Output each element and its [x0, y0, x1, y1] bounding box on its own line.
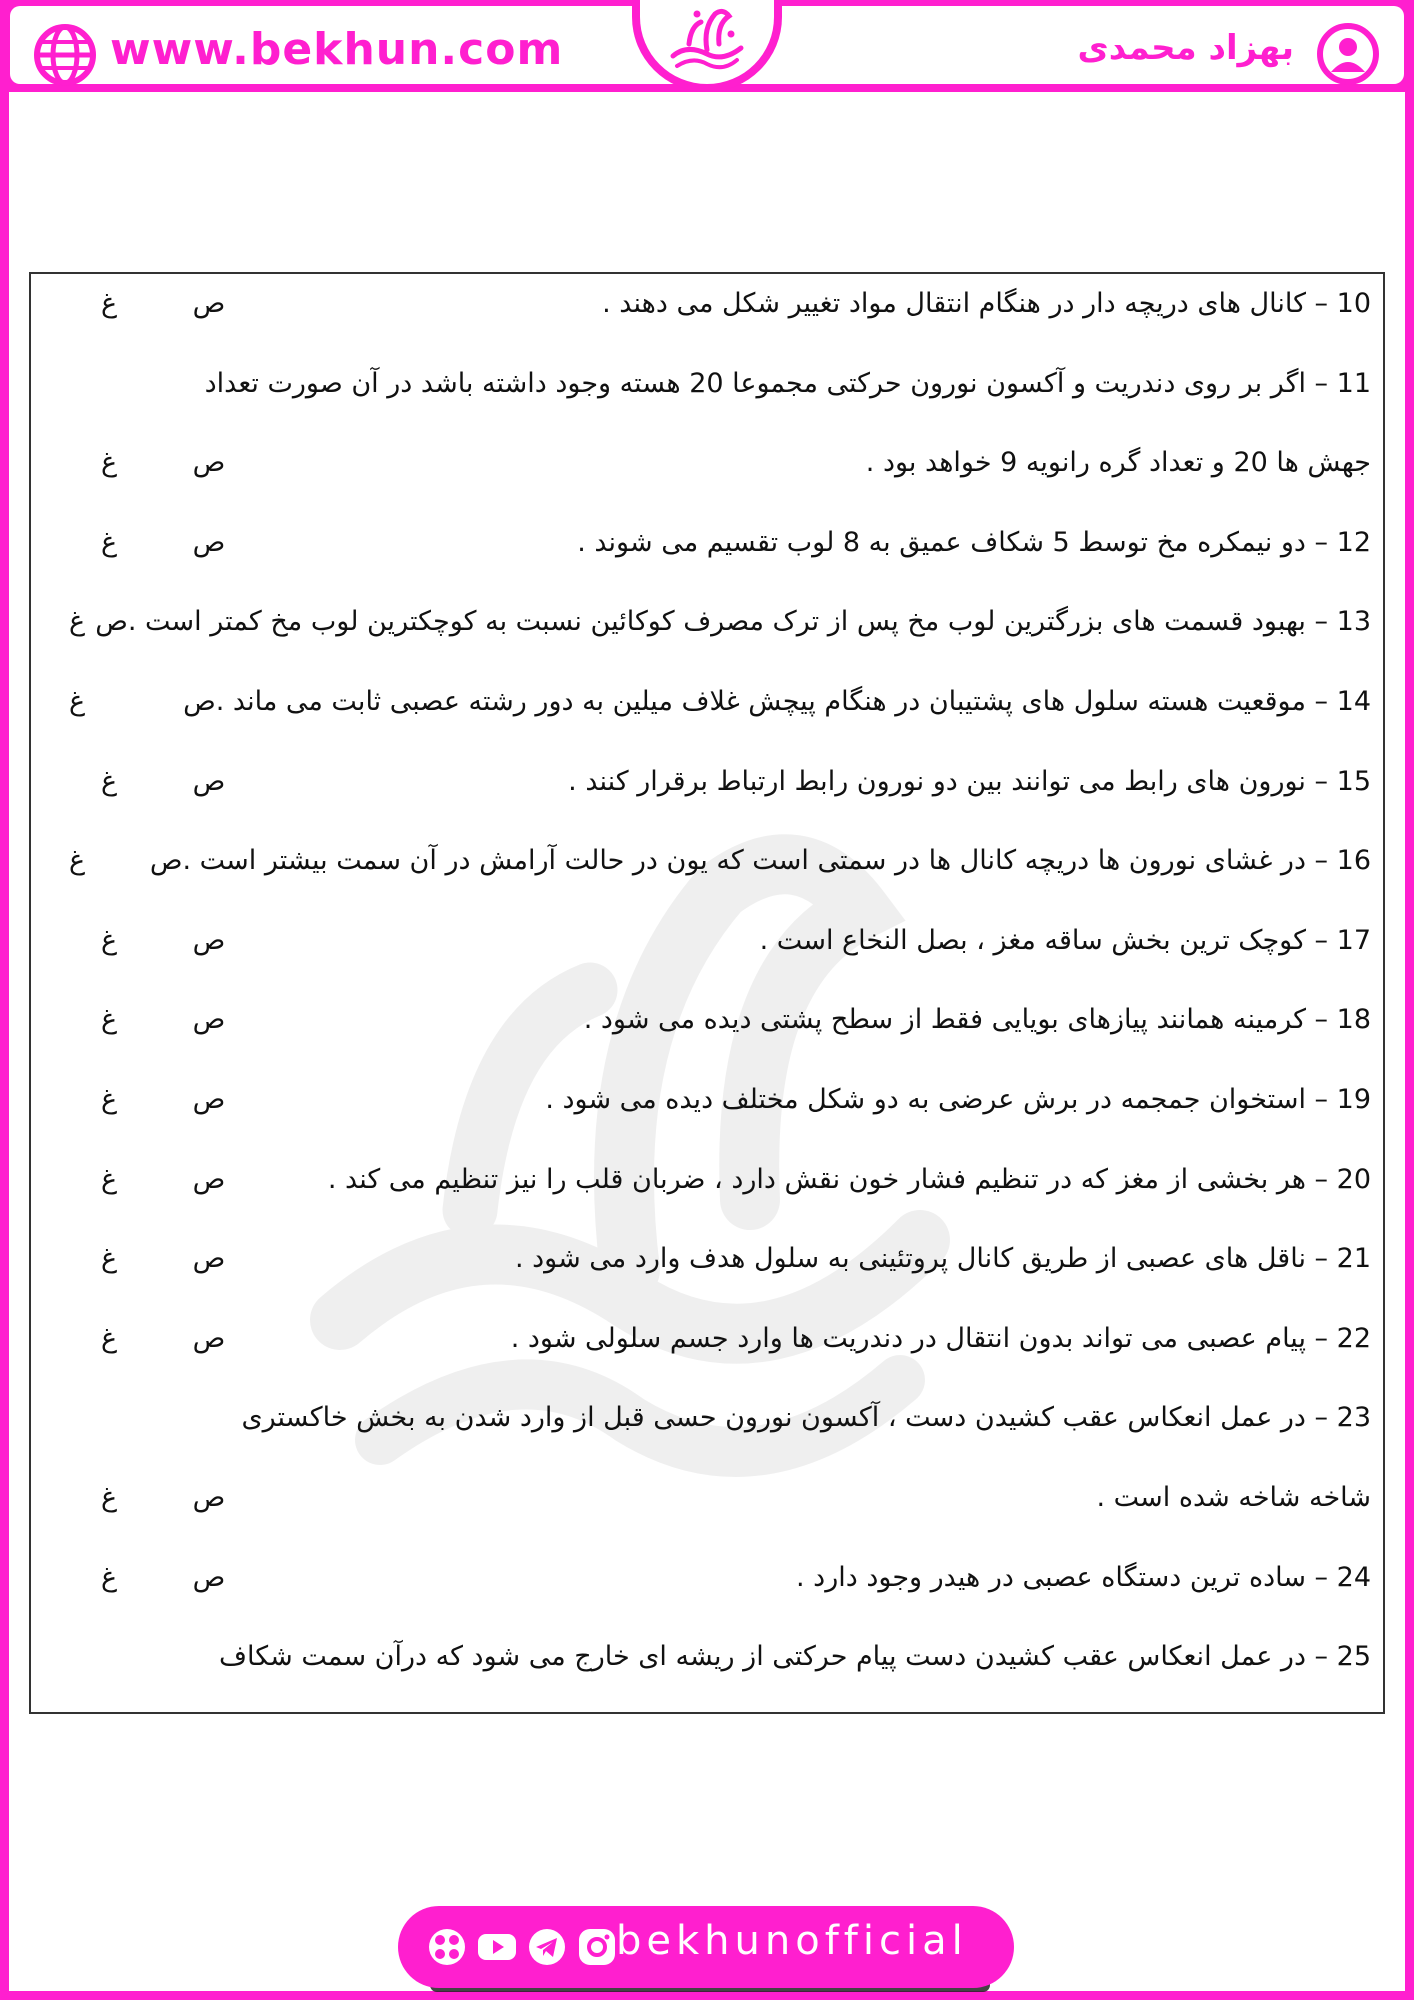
question-text: – در عمل انعکاس عقب کشیدن دست پیام حرکتی از ریشه ای خارج می شود که درآن سمت شکاف	[219, 1641, 1329, 1673]
false-option[interactable]: غ	[68, 686, 86, 717]
false-option[interactable]: غ	[100, 1163, 118, 1195]
footer-social-bar	[398, 1906, 1014, 1988]
false-option[interactable]: غ	[100, 1004, 118, 1036]
question-text: – کوچک ترین بخش ساقه مغز ، بصل النخاع است .	[759, 924, 1329, 956]
user-icon	[1316, 22, 1380, 86]
true-option[interactable]: ص	[192, 1243, 226, 1275]
true-option[interactable]: ص	[192, 447, 226, 479]
question-number: 25	[1336, 1641, 1371, 1673]
question-number: 17	[1336, 924, 1371, 956]
globe-icon	[32, 22, 98, 88]
true-option[interactable]: ص	[192, 1561, 226, 1593]
true-option[interactable]: ص	[192, 1163, 226, 1195]
social-handle[interactable]: bekhunofficial	[616, 1918, 968, 1964]
question-text: – ساده ترین دستگاه عصبی در هیدر وجود دارد .	[796, 1561, 1329, 1593]
question-number: 16	[1336, 845, 1371, 877]
question-12-line-1	[51, 515, 1371, 571]
question-text: – کانال های دریچه دار در هنگام انتقال مواد تغییر شکل می دهند .	[602, 288, 1329, 319]
question-number: 24	[1336, 1561, 1371, 1593]
question-number: 22	[1336, 1322, 1371, 1354]
website-link[interactable]: www.bekhun.com	[110, 24, 564, 75]
false-option[interactable]: غ	[100, 1243, 118, 1275]
true-option[interactable]: ص	[192, 924, 226, 956]
question-24-line-1	[51, 1550, 1371, 1606]
question-text: – اگر بر روی دندریت و آکسون نورون حرکتی مجموعا 20 هسته وجود داشته باشد در آن صورت تعداد	[204, 367, 1329, 399]
true-option[interactable]: ص	[192, 288, 226, 319]
false-option[interactable]: غ	[68, 845, 86, 877]
question-text: – هر بخشی از مغز که در تنظیم فشار خون نقش دارد ، ضربان قلب را نیز تنظیم می کند .	[327, 1163, 1329, 1195]
question-number: 20	[1336, 1163, 1371, 1195]
question-number: 19	[1336, 1084, 1371, 1115]
instagram-icon[interactable]	[576, 1926, 618, 1968]
false-option[interactable]: غ	[100, 447, 118, 479]
true-option[interactable]: ص	[192, 765, 226, 797]
question-text: شاخه شاخه شده است .	[1096, 1482, 1371, 1513]
false-option[interactable]: غ	[100, 288, 118, 319]
question-23-line-1	[51, 1390, 1371, 1446]
logo-badge	[640, 0, 774, 84]
false-option[interactable]: غ	[100, 1561, 118, 1593]
question-text: – کرمینه همانند پیازهای بویایی فقط از سطح پشتی دیده می شود .	[583, 1004, 1329, 1036]
true-option[interactable]: ص	[192, 526, 226, 558]
false-option[interactable]: غ	[100, 1482, 118, 1513]
question-number: 13	[1336, 606, 1371, 638]
question-25-line-1	[51, 1629, 1371, 1685]
question-21-line-1	[51, 1231, 1371, 1287]
author-name: بهزاد محمدی	[1077, 28, 1294, 68]
question-11-line-2	[51, 435, 1371, 491]
youtube-icon[interactable]	[476, 1926, 518, 1968]
telegram-icon[interactable]	[526, 1926, 568, 1968]
true-option[interactable]: ص	[192, 1482, 226, 1513]
question-text: – در عمل انعکاس عقب کشیدن دست ، آکسون نورون حسی قبل از وارد شدن به بخش خاکستری	[241, 1402, 1329, 1434]
question-number: 23	[1336, 1402, 1371, 1434]
question-14-line-1	[51, 674, 1371, 730]
question-number: 11	[1336, 367, 1371, 399]
question-text: – دو نیمکره مخ توسط 5 شکاف عمیق به 8 لوب تقسیم می شوند .	[577, 526, 1329, 558]
true-option[interactable]: ص	[192, 1004, 226, 1036]
true-option[interactable]: ص	[192, 1322, 226, 1354]
false-option[interactable]: غ	[100, 1322, 118, 1354]
false-option[interactable]: غ	[100, 765, 118, 797]
question-17-line-1	[51, 913, 1371, 969]
false-option[interactable]: غ	[68, 606, 86, 638]
question-text: – ناقل های عصبی از طریق کانال پروتئینی به سلول هدف وارد می شود .	[514, 1243, 1329, 1275]
question-13-line-1	[51, 594, 1371, 650]
question-text: – موقعیت هسته سلول های پشتیبان در هنگام پیچش غلاف میلین به دور رشته عصبی ثابت می ماند .ص	[183, 686, 1329, 717]
question-number: 12	[1336, 526, 1371, 558]
question-number: 15	[1336, 765, 1371, 797]
false-option[interactable]: غ	[100, 924, 118, 956]
question-16-line-1	[51, 833, 1371, 889]
question-text: – در غشای نورون ها دریچه کانال ها در سمتی است که یون در حالت آرامش در آن سمت بیشتر است .ص	[149, 845, 1329, 877]
question-number: 10	[1336, 288, 1371, 319]
question-23-line-2	[51, 1470, 1371, 1526]
question-number: 14	[1336, 686, 1371, 717]
questions-box	[29, 272, 1385, 1714]
true-option[interactable]: ص	[192, 1084, 226, 1115]
question-19-line-1	[51, 1072, 1371, 1128]
question-11-line-1	[51, 356, 1371, 412]
question-text: – نورون های رابط می توانند بین دو نورون رابط ارتباط برقرار کنند .	[568, 765, 1329, 797]
question-text: – استخوان جمجمه در برش عرضی به دو شکل مختلف دیده می شود .	[545, 1084, 1329, 1115]
question-text: جهش ها 20 و تعداد گره رانویه 9 خواهد بود .	[865, 447, 1371, 479]
question-number: 21	[1336, 1243, 1371, 1275]
question-text: – پیام عصبی می تواند بدون انتقال در دندریت ها وارد جسم سلولی شود .	[510, 1322, 1329, 1354]
question-15-line-1	[51, 754, 1371, 810]
question-20-line-1	[51, 1152, 1371, 1208]
false-option[interactable]: غ	[100, 1084, 118, 1115]
question-22-line-1	[51, 1311, 1371, 1367]
question-10-line-1	[51, 276, 1371, 332]
false-option[interactable]: غ	[100, 526, 118, 558]
question-18-line-1	[51, 992, 1371, 1048]
question-text: – بهبود قسمت های بزرگترین لوب مخ پس از ترک مصرف کوکائین نسبت به کوچکترین لوب مخ کمتر است .ص	[95, 606, 1329, 638]
question-number: 18	[1336, 1004, 1371, 1036]
aparat-icon[interactable]	[426, 1926, 468, 1968]
bekhun-logo-icon	[667, 4, 747, 78]
